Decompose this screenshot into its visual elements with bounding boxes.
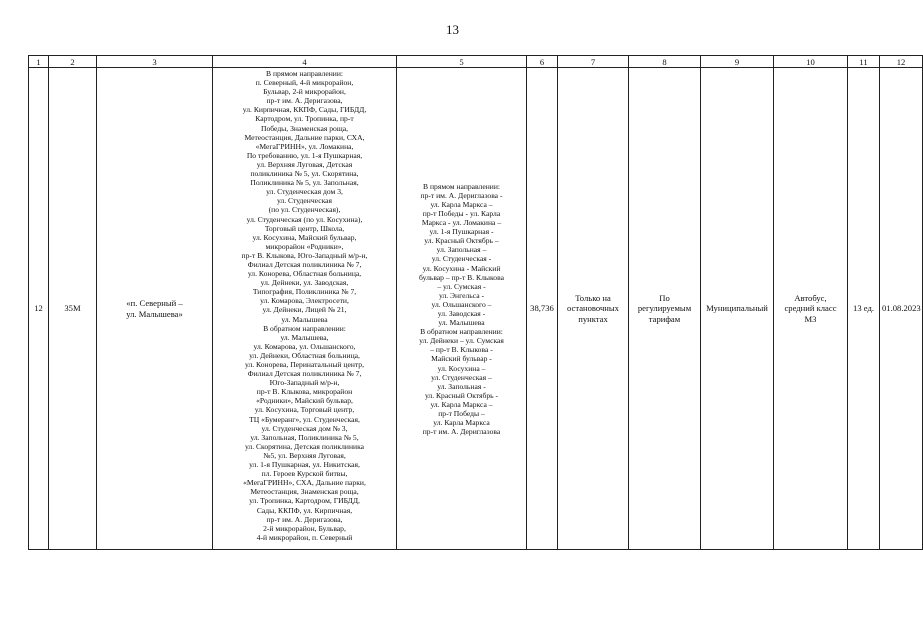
tariff-line: регулируемым: [637, 303, 692, 314]
list-item: ул. Студенческая: [276, 196, 333, 206]
list-item: ул. Малышева: [281, 314, 328, 324]
list-item: ул. Студенческая –: [431, 372, 492, 382]
list-item: №5, ул. Верхняя Луговая,: [263, 450, 346, 460]
list-item: Филиал Детская поликлиника № 7,: [247, 369, 362, 379]
route-name-line: «п. Северный –: [126, 298, 183, 308]
list-item: По требованию, ул. 1-я Пушкарная,: [246, 150, 363, 160]
list-item: микрорайон «Родники»,: [265, 241, 344, 251]
start-date: 01.08.2023: [880, 68, 923, 550]
list-item: ул. Конорева, Перинатальный центр,: [244, 360, 364, 369]
list-item: Победы, Знаменская роща,: [261, 123, 348, 133]
list-item: поликлиника № 5, ул. Скорятина,: [250, 169, 359, 179]
list-item: пр-т им. А. Деригазова,: [266, 514, 343, 524]
stop-order-line: пунктах: [578, 313, 608, 324]
list-item: ул. 1-я Пушкарная -: [429, 227, 494, 237]
list-item: Юго-Западный м/р-н,: [269, 378, 340, 388]
header-cell: 11: [848, 56, 880, 68]
list-item: ул. Конорева, Областная больница,: [247, 269, 362, 279]
list-item: бульвар – пр-т В. Клыкова: [419, 272, 504, 282]
list-item: Метеостанция, Дальние парки, СХА,: [244, 132, 365, 142]
route-name: [97, 68, 213, 550]
stop-order: [558, 68, 629, 550]
list-item: – пр-т В. Клыкова -: [430, 345, 493, 355]
list-item: ул. Косухина, Торговый центр,: [254, 405, 355, 415]
list-item: ул. Комарова, Электросети,: [260, 296, 349, 306]
list-item: п. Северный, 4-й микрорайон,: [255, 78, 354, 88]
list-item: Майский бульвар -: [431, 354, 492, 364]
list-item: ул. Запольная -: [437, 381, 486, 391]
vehicle-line: М3: [804, 313, 817, 324]
list-item: пр-т им. А. Дериглазова -: [420, 190, 503, 200]
list-item: ул. Студенческая дом 3,: [266, 187, 343, 197]
table-row: [29, 68, 923, 550]
tariff-type: [629, 68, 701, 550]
list-item: 2-й микрорайон, Бульвар,: [263, 523, 346, 533]
list-item: «МегаГРИНН», СХА, Дальние парки,: [243, 478, 366, 488]
list-item: ул. Карла Маркса –: [430, 399, 493, 409]
vehicle-line: Автобус,: [794, 292, 827, 303]
stops-list: [215, 69, 394, 542]
list-item: пр-т им. А. Дериглазова: [422, 427, 501, 437]
list-item: ул. Заводская -: [437, 309, 486, 318]
list-item: ул. Комарова, ул. Ольшанского,: [253, 341, 356, 351]
list-item: ул. Тропинка, Картодром, ГИБДД,: [249, 496, 360, 506]
header-cell: 10: [774, 56, 848, 68]
list-item: Бульвар, 2-й микрорайон,: [263, 87, 346, 97]
list-item: В прямом направлении:: [266, 69, 343, 78]
route-index: 12: [29, 68, 49, 550]
list-item: Типография, Поликлиника № 7,: [252, 287, 357, 297]
list-item: ул. Студенческая -: [431, 254, 492, 264]
vehicle-line: средний класс: [784, 303, 837, 314]
list-item: ул. Дейнеки – ул. Сумская: [419, 336, 504, 346]
list-item: Филиал Детская поликлиника № 7,: [247, 259, 362, 269]
list-item: В обратном направлении:: [420, 327, 503, 337]
routes-table: [28, 55, 923, 550]
header-cell: 7: [558, 56, 629, 68]
list-item: пр-т им. А. Деригазова,: [266, 96, 343, 106]
list-item: – ул. Сумская -: [437, 281, 486, 291]
route-name-line: ул. Малышева»: [126, 308, 183, 319]
vehicle-count: 13 ед.: [848, 68, 880, 550]
list-item: В прямом направлении:: [423, 181, 500, 191]
streets-list: [399, 182, 524, 437]
list-item: ул. Красный Октябрь –: [424, 236, 499, 246]
list-item: (по ул. Студенческая),: [268, 205, 341, 215]
list-item: ул. Косухина, Майский бульвар,: [252, 232, 357, 242]
list-item: пр-т Победы - ул. Карла: [422, 208, 501, 218]
list-item: ул. Ольшанского –: [431, 299, 492, 309]
header-cell: 12: [880, 56, 923, 68]
route-length: 38,736: [527, 68, 558, 550]
tariff-line: По: [659, 292, 670, 303]
list-item: Картодром, ул. Тропинка, пр-т: [255, 114, 354, 124]
header-cell: 9: [701, 56, 774, 68]
header-row: [29, 56, 923, 68]
stop-order-line: Только на: [575, 292, 611, 303]
header-cell: 5: [397, 56, 527, 68]
list-item: ул. Студенческая дом № 3,: [261, 423, 348, 433]
list-item: пр-т В. Клыкова, Юго-Западный м/р-н,: [241, 250, 368, 260]
list-item: ул. Верхняя Луговая, Детская: [256, 159, 353, 169]
list-item: В обратном направлении:: [263, 323, 346, 333]
list-item: ул. Энгельса -: [438, 290, 485, 300]
header-cell: 4: [213, 56, 397, 68]
list-item: ул. Кирпичная, ККПФ, Сады, ГИБДД,: [242, 105, 367, 115]
stop-order-line: остановочных: [567, 303, 619, 314]
stops-list-cell: [213, 68, 397, 550]
tariff-line: тарифам: [648, 313, 681, 324]
list-item: ул. Красный Октябрь -: [424, 390, 499, 400]
header-cell: 6: [527, 56, 558, 68]
list-item: Маркса - ул. Ломакина –: [421, 218, 502, 228]
list-item: ул. Скорятина, Детская поликлиника: [244, 441, 365, 451]
list-item: ул. Дейнеки, ул. Заводская,: [260, 278, 349, 288]
streets-list-cell: [397, 68, 527, 550]
list-item: пр-т Победы –: [438, 409, 485, 419]
page-number: 13: [446, 22, 459, 37]
list-item: «МегаГРИНН», ул. Ломакина,: [255, 141, 354, 151]
list-item: ул. Запольная –: [436, 245, 487, 255]
list-item: «Родники», Майский бульвар,: [256, 396, 353, 406]
list-item: ул. Косухина –: [437, 363, 486, 373]
list-item: Метеостанция, Знаменская роща,: [250, 487, 359, 497]
list-item: Сады, ККПФ, ул. Кирпичная,: [256, 505, 353, 515]
list-item: ул. Дейнеки, Лицей № 21,: [262, 305, 347, 315]
list-item: пр-т В. Клыкова, микрорайон: [256, 387, 353, 397]
list-item: Торговый центр, Школа,: [264, 223, 345, 233]
carrier-type: Муниципальный: [701, 68, 774, 550]
list-item: ул. Карла Маркса –: [430, 199, 493, 209]
vehicle-type: [774, 68, 848, 550]
list-item: ул. Запольная, Поликлиника № 5,: [250, 432, 359, 442]
list-item: ул. Малышева: [438, 318, 485, 328]
route-number: 35М: [49, 68, 97, 550]
list-item: ТЦ «Бумеранг», ул. Студенческая,: [249, 414, 360, 424]
list-item: ул. Карла Маркса: [433, 418, 490, 428]
header-cell: 2: [49, 56, 97, 68]
list-item: ул. Дейнеки, Областная больница,: [249, 350, 360, 360]
list-item: ул. Косухина - Майский: [422, 263, 501, 273]
list-item: 4-й микрорайон, п. Северный: [256, 532, 353, 542]
list-item: ул. Малышева,: [280, 332, 329, 342]
list-item: Поликлиника № 5, ул. Запольная,: [250, 178, 359, 188]
list-item: ул. Студенческая (по ул. Косухина),: [246, 214, 363, 224]
header-cell: 8: [629, 56, 701, 68]
list-item: пл. Героев Курской битвы,: [261, 469, 348, 479]
header-cell: 3: [97, 56, 213, 68]
list-item: ул. 1-я Пушкарная, ул. Никитская,: [249, 460, 360, 470]
header-cell: 1: [29, 56, 49, 68]
